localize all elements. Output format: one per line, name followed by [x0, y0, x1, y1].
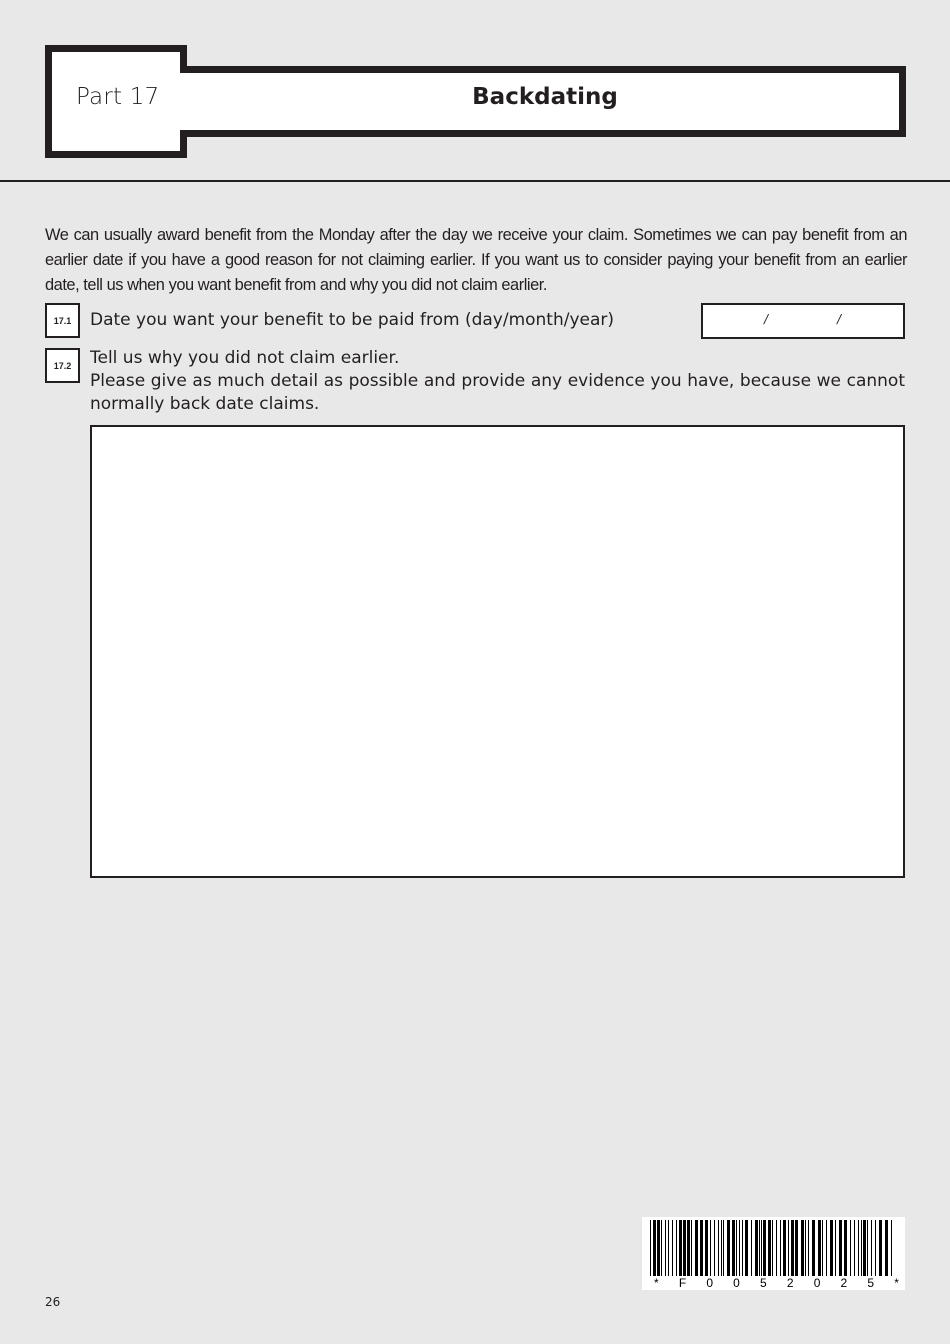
barcode-char: 0: [813, 1276, 821, 1290]
part-title: Backdating: [472, 84, 618, 110]
reason-for-late-claim-textarea[interactable]: [90, 425, 905, 878]
barcode-bars: [650, 1220, 897, 1276]
page-number: 26: [45, 1295, 61, 1309]
question-number-17-1: 17.1: [45, 303, 80, 338]
question-17-2-label: Tell us why you did not claim earlier.: [90, 348, 400, 368]
barcode-char: 0: [706, 1276, 714, 1290]
barcode: [642, 1217, 905, 1290]
part-label: Part 17: [76, 84, 160, 110]
barcode-char: *: [894, 1276, 899, 1290]
date-separator-month-year: /: [837, 312, 842, 326]
question-17-2-detail: Please give as much detail as possible and provide any evidence you have, because we cannot normally back date claims.: [90, 371, 905, 414]
barcode-char: 0: [733, 1276, 740, 1290]
barcode-char: 2: [840, 1276, 848, 1290]
barcode-char: 2: [786, 1276, 794, 1290]
barcode-char: F: [678, 1276, 687, 1290]
question-17-1-label: Date you want your benefit to be paid from (day/month/year): [90, 310, 615, 330]
intro-paragraph: We can usually award benefit from the Monday after the day we receive your claim. Sometimes we can pay benefit from an earlier date if you have a good reason for not claiming earlier. If you want us to consider paying your benefit from an earlier date, tell us when you want benefit from and why you did not claim earlier.: [45, 226, 907, 294]
benefit-start-date-field[interactable]: [701, 303, 905, 339]
barcode-char: 5: [760, 1276, 767, 1290]
barcode-text: [654, 1276, 899, 1290]
barcode-char: *: [654, 1276, 659, 1290]
barcode-char: 5: [867, 1276, 875, 1290]
section-divider: [0, 180, 950, 182]
question-number-17-2: 17.2: [45, 348, 80, 383]
date-separator-day-month: /: [764, 312, 769, 326]
